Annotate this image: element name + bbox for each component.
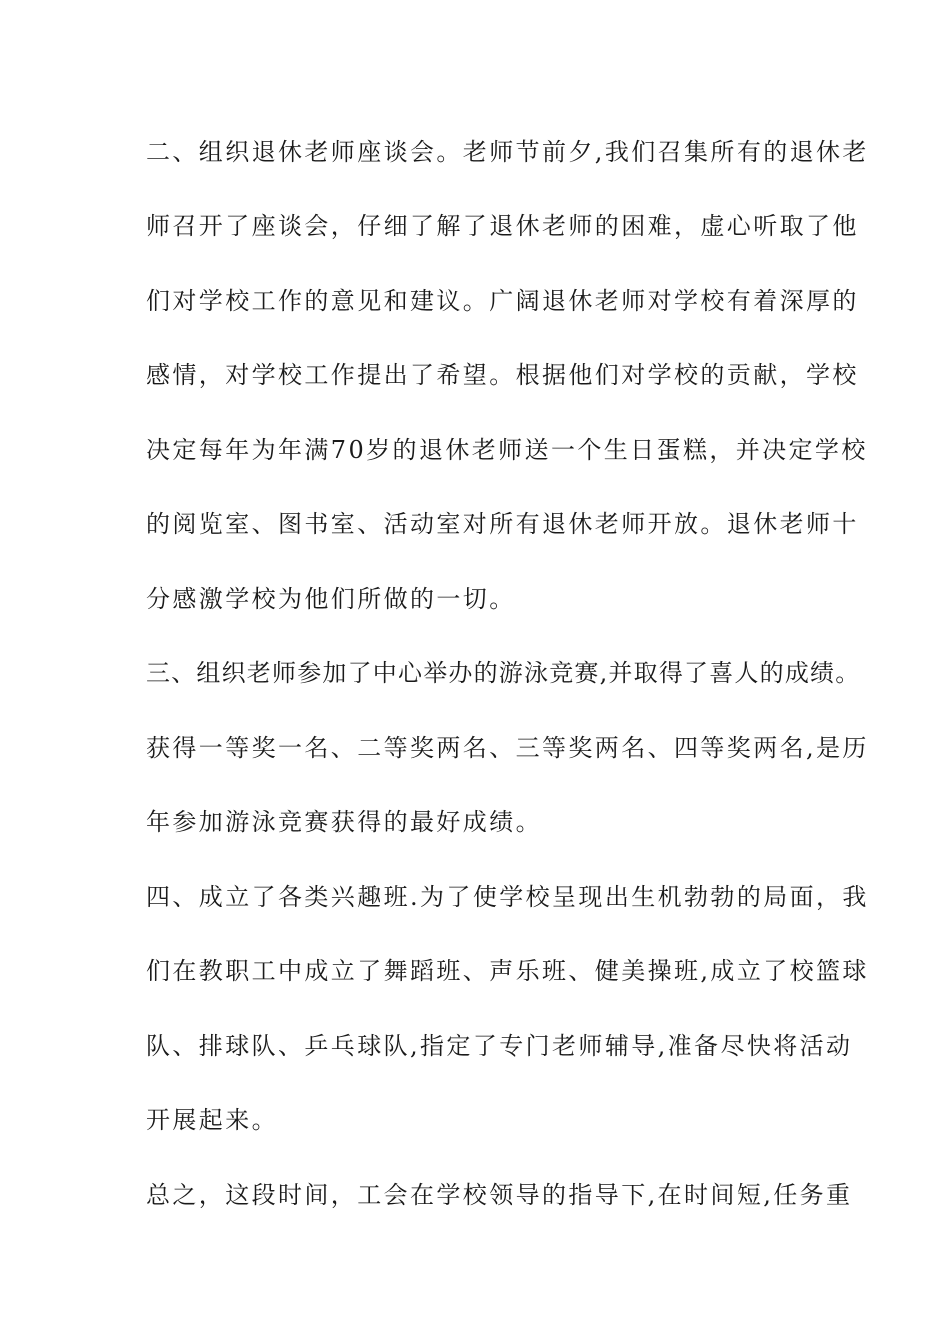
text-line: 获得一等奖一名、二等奖两名、三等奖两名、四等奖两名,是历 [146,734,869,762]
text-line: 总之，这段时间，工会在学校领导的指导下,在时间短,任务重 [146,1181,853,1209]
text-line: 们对学校工作的意见和建议。广阔退休老师对学校有着深厚的 [146,287,859,315]
text-line: 感情，对学校工作提出了希望。根据他们对学校的贡献，学校 [146,361,859,389]
text-line: 分感激学校为他们所做的一切。 [146,585,516,613]
text-line: 开展起来。 [146,1106,278,1134]
text-line: 决定每年为年满70岁的退休老师送一个生日蛋糕，并决定学校 [146,436,868,464]
text-line: 的阅览室、图书室、活动室对所有退休老师开放。退休老师十 [146,510,859,538]
text-line: 二、组织退休老师座谈会。老师节前夕,我们召集所有的退休老 [146,138,869,166]
text-line: 们在教职工中成立了舞蹈班、声乐班、健美操班,成立了校篮球 [146,957,869,985]
text-line: 师召开了座谈会，仔细了解了退休老师的困难，虚心听取了他 [146,212,859,240]
text-line: 队、排球队、乒乓球队,指定了专门老师辅导,准备尽快将活动 [146,1032,853,1060]
text-line: 三、组织老师参加了中心举办的游泳竞赛,并取得了喜人的成绩。 [146,659,861,687]
text-line: 年参加游泳竞赛获得的最好成绩。 [146,808,542,836]
text-line: 四、成立了各类兴趣班.为了使学校呈现出生机勃勃的局面，我 [146,883,869,911]
